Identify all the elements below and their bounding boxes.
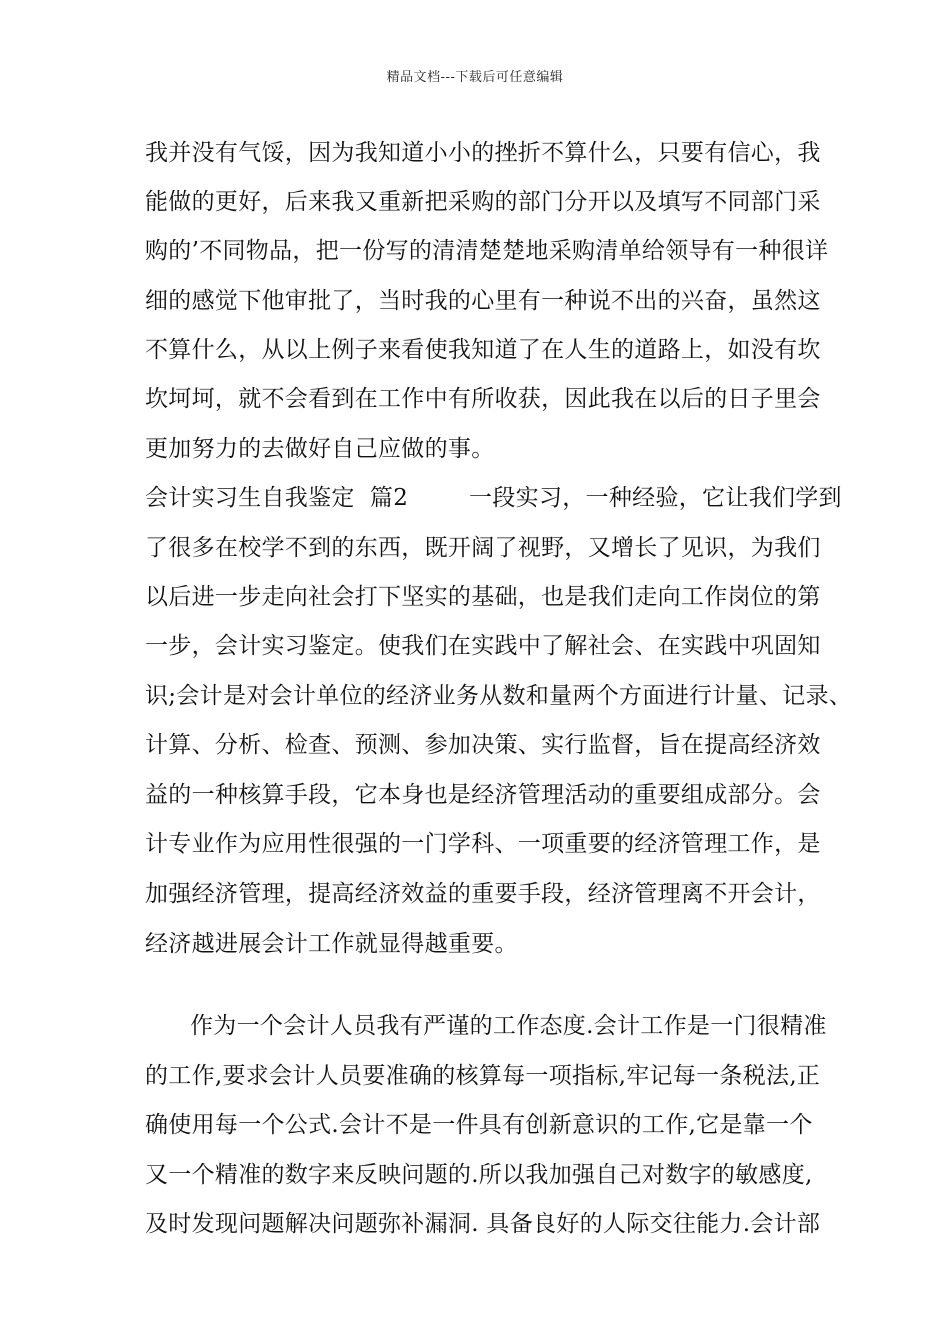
text-line: 经济越进展会计工作就显得越重要。 — [145, 931, 518, 957]
text-line: 益的一种核算手段，它本身也是经济管理活动的重要组成部分。会 — [145, 782, 821, 808]
text-line: 购的’不同物品，把一份写的清清楚楚地采购清单给领导有一种很详 — [145, 238, 829, 264]
text-line: 计专业作为应用性很强的一门学科、一项重要的经济管理工作，是 — [145, 831, 821, 857]
text-line: 及时发现问题解决问题弥补漏洞. 具备良好的人际交往能力.会计部 — [145, 1211, 821, 1237]
text-line: 我并没有气馁，因为我知道小小的挫折不算什么，只要有信心，我 — [145, 140, 821, 166]
text-line: 以后进一步走向社会打下坚实的基础，也是我们走向工作岗位的第 — [145, 584, 821, 610]
text-line: 确使用每一个公式.会计不是一件具有创新意识的工作,它是靠一个 — [145, 1112, 813, 1138]
text-line: 不算什么，从以上例子来看使我知道了在人生的道路上，如没有坎 — [145, 337, 821, 363]
section-heading-line: 会计实习生自我鉴定 篇2 一段实习，一种经验，它让我们学到 — [145, 485, 842, 511]
text-line: 坎坷坷，就不会看到在工作中有所收获，因此我在以后的日子里会 — [145, 386, 821, 412]
text-line: 又一个精准的数字来反映问题的.所以我加强自己对数字的敏感度, — [145, 1162, 813, 1188]
text-line: 了很多在校学不到的东西，既开阔了视野，又增长了见识，为我们 — [145, 535, 821, 561]
text-line: 加强经济管理，提高经济效益的重要手段，经济管理离不开会计， — [145, 881, 821, 907]
page-header: 精品文档---下载后可任意编辑 — [386, 70, 564, 85]
text-line: 的工作,要求会计人员要准确的核算每一项指标,牢记每一条税法,正 — [145, 1063, 821, 1089]
text-line: 细的感觉下他审批了，当时我的心里有一种说不出的兴奋，虽然这 — [145, 288, 821, 314]
paragraph-first-line: 作为一个会计人员我有严谨的工作态度.会计工作是一门很精准 — [190, 1013, 827, 1039]
text-line: 计算、分析、检查、预测、参加决策、实行监督，旨在提高经济效 — [145, 732, 821, 758]
text-line: 更加努力的去做好自己应做的事。 — [145, 436, 495, 462]
text-line: 一步，会计实习鉴定。使我们在实践中了解社会、在实践中巩固知 — [145, 633, 821, 659]
text-line: 能做的更好，后来我又重新把采购的部门分开以及填写不同部门采 — [145, 189, 821, 215]
text-line: 识;会计是对会计单位的经济业务从数和量两个方面进行计量、记录、 — [145, 683, 853, 709]
